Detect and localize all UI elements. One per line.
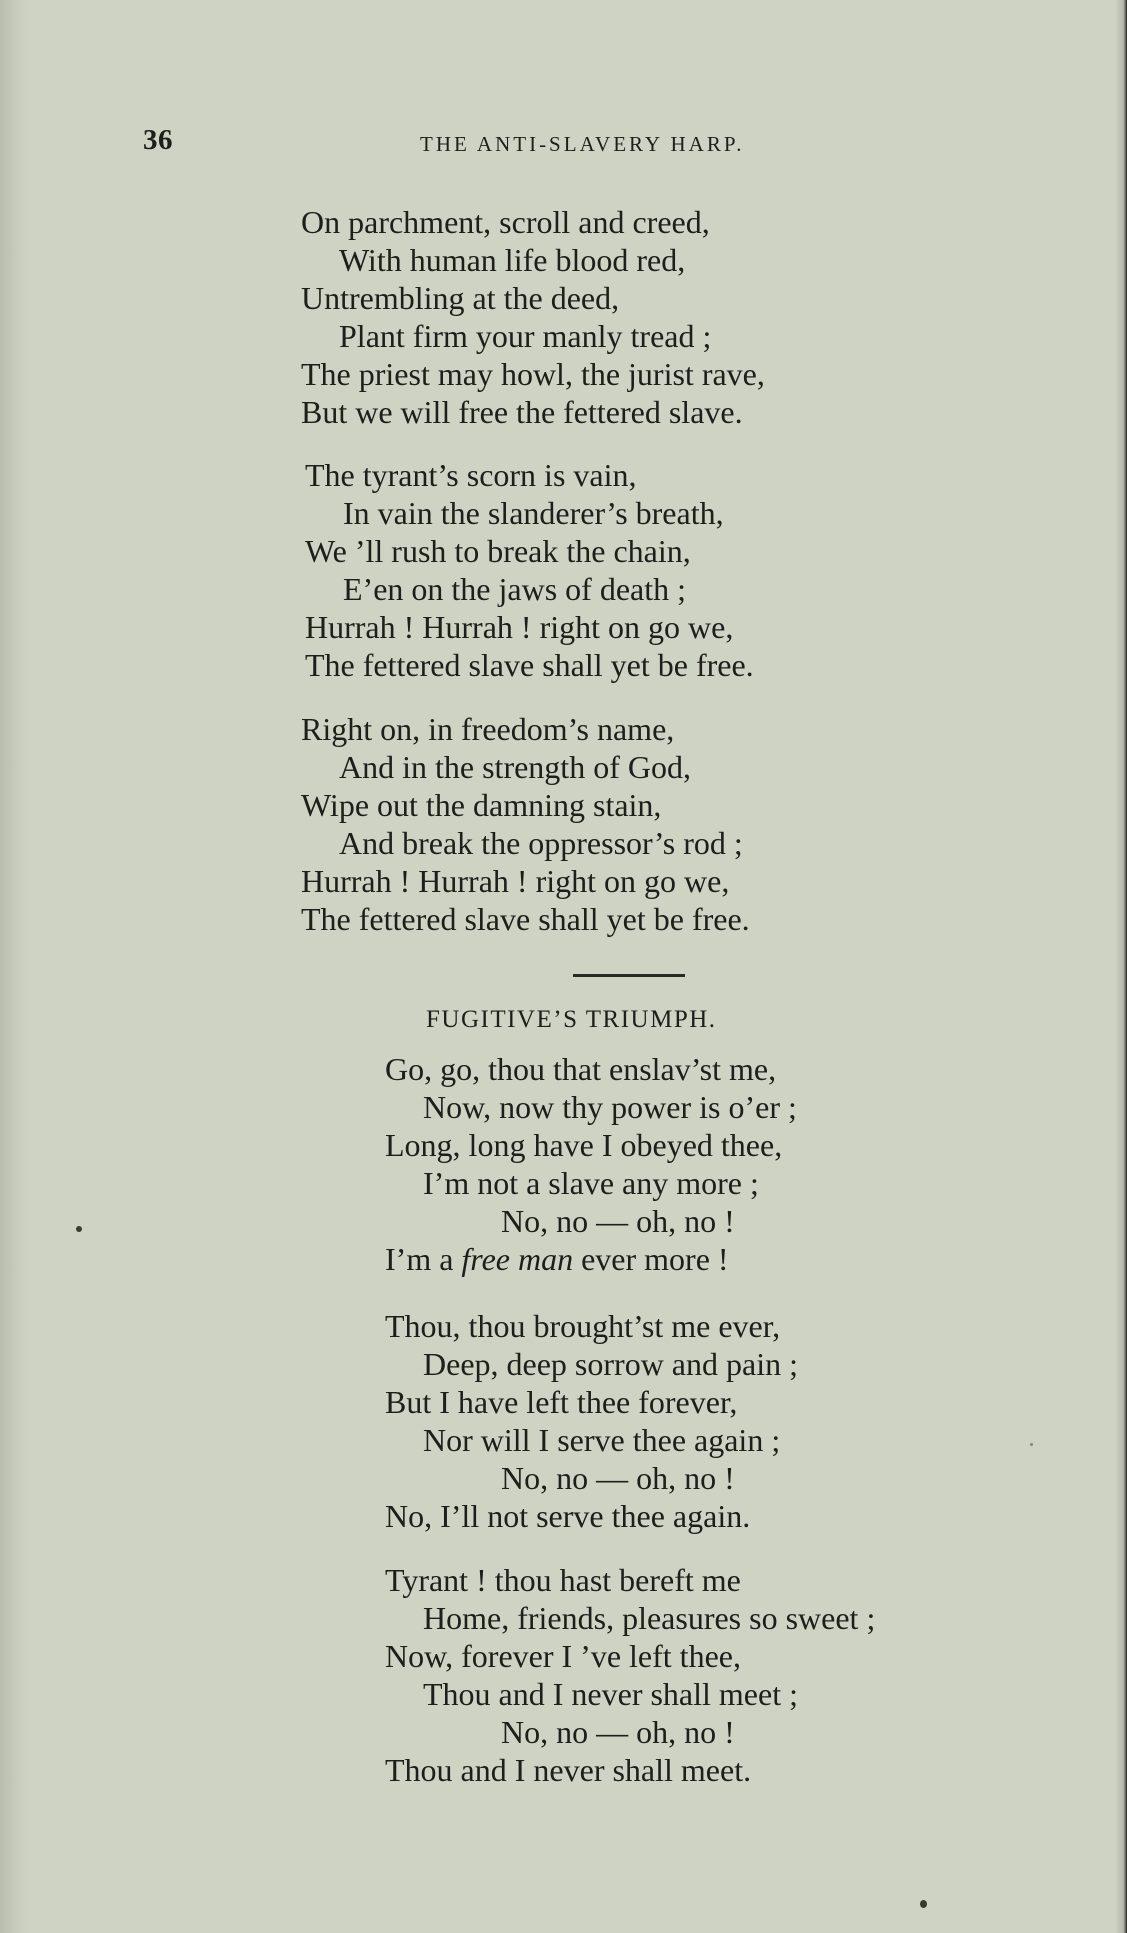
verse-text: I’m a — [385, 1241, 462, 1277]
verse-line: E’en on the jaws of death ; — [343, 571, 686, 607]
verse-line: Tyrant ! thou hast bereft me — [385, 1562, 741, 1598]
verse-line: Hurrah ! Hurrah ! right on go we, — [305, 609, 734, 645]
verse-line: And in the strength of God, — [339, 749, 691, 785]
verse-line: No, no — oh, no ! — [501, 1203, 735, 1239]
verse-line: The tyrant’s scorn is vain, — [305, 457, 637, 493]
book-page — [30, 0, 1115, 1933]
poem-stanza-2 — [385, 1307, 798, 1535]
verse-line: Wipe out the damning stain, — [301, 787, 662, 823]
verse-line: No, no — oh, no ! — [501, 1460, 735, 1496]
verse-line: Long, long have I obeyed thee, — [385, 1127, 783, 1163]
verse-line: Untrembling at the deed, — [301, 280, 620, 316]
poem-stanza-3 — [385, 1561, 875, 1789]
verse-line: Plant firm your manly tread ; — [339, 318, 712, 354]
verse-line: Nor will I serve thee again ; — [423, 1422, 781, 1458]
verse-line: I’m not a slave any more ; — [423, 1165, 759, 1201]
verse-line: But we will free the fettered slave. — [301, 394, 743, 430]
verse-line: No, I’ll not serve thee again. — [385, 1498, 751, 1534]
verse-line: And break the oppressor’s rod ; — [339, 825, 743, 861]
verse-line: In vain the slanderer’s breath, — [343, 495, 724, 531]
poem-title: FUGITIVE’S TRIUMPH. — [426, 1006, 717, 1033]
verse-line — [385, 1240, 797, 1278]
italic-emphasis: free man — [461, 1241, 574, 1277]
stanza-3 — [301, 710, 750, 938]
verse-line: Thou and I never shall meet. — [385, 1752, 752, 1788]
verse-line: The fettered slave shall yet be free. — [301, 901, 750, 937]
verse-line: The fettered slave shall yet be free. — [305, 647, 754, 683]
stanza-1 — [301, 203, 765, 431]
verse-line: With human life blood red, — [339, 242, 686, 278]
page-gutter — [0, 0, 30, 1933]
paper-speck — [920, 1900, 927, 1908]
verse-line: Right on, in freedom’s name, — [301, 711, 675, 747]
verse-line: On parchment, scroll and creed, — [301, 204, 710, 240]
poem-stanza-1 — [385, 1050, 797, 1278]
verse-line: Thou and I never shall meet ; — [423, 1676, 798, 1712]
paper-speck — [1030, 1443, 1033, 1446]
verse-line: Deep, deep sorrow and pain ; — [423, 1346, 798, 1382]
stanza-2 — [305, 456, 754, 684]
verse-text: ever more ! — [573, 1241, 729, 1277]
verse-line: The priest may howl, the jurist rave, — [301, 356, 765, 392]
running-head: THE ANTI-SLAVERY HARP. — [420, 132, 745, 156]
verse-line: No, no — oh, no ! — [501, 1714, 735, 1750]
verse-line: Home, friends, pleasures so sweet ; — [423, 1600, 876, 1636]
verse-line: But I have left thee forever, — [385, 1384, 738, 1420]
verse-line: Thou, thou brought’st me ever, — [385, 1308, 781, 1344]
verse-line: Hurrah ! Hurrah ! right on go we, — [301, 863, 730, 899]
verse-line: We ’ll rush to break the chain, — [305, 533, 691, 569]
page-edge — [1115, 0, 1127, 1933]
section-divider — [573, 974, 685, 977]
page-number: 36 — [143, 124, 173, 156]
verse-line: Now, forever I ’ve left thee, — [385, 1638, 741, 1674]
verse-line: Now, now thy power is o’er ; — [423, 1089, 797, 1125]
verse-line: Go, go, thou that enslav’st me, — [385, 1051, 777, 1087]
paper-speck — [76, 1226, 82, 1232]
